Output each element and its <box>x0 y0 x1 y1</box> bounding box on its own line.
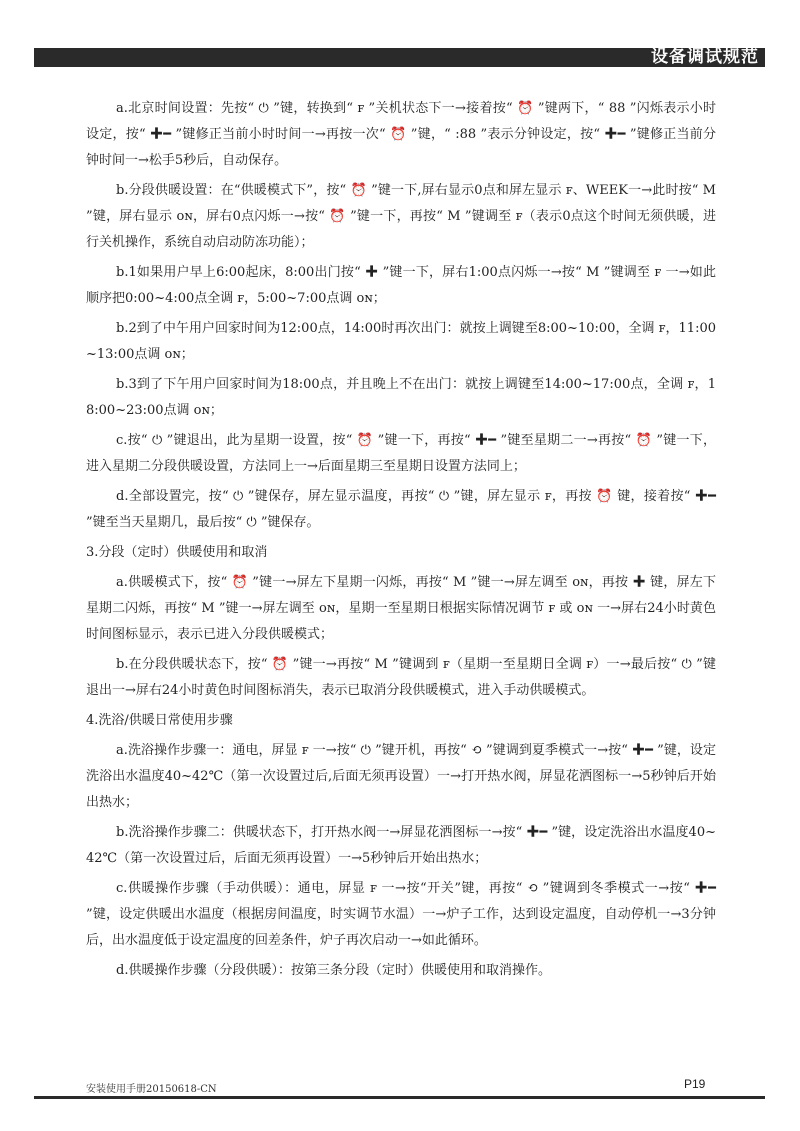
header-bar <box>34 48 765 67</box>
paragraph-beijing-time: a.北京时间设置：先按“ ⏻ ”键，转换到“ ꜰ ”关机状态下一→接着按“ ⏰ ”键两下，“ 88 ”闪烁表示小时设定，按“ ✚━ ”键修正当前小时时间一→再按一次“ ⏰ ”键，“ :88 ”表示分钟设定，按“ ✚━ ”键修正当前分钟时间一→松手5秒后，自动保存。 <box>86 101 716 168</box>
paragraph-3a: a.供暖模式下，按“ ⏰ ”键一→屏左下星期一闪烁，再按“ M ”键一→屏左调至 ᴏɴ，再按 ✚ 键，屏左下星期二闪烁，再按“ M ”键一→屏左调至 ᴏɴ，星期一至星期日根据实际情况调节 ꜰ 或 ᴏɴ 一→屏右24小时黄色时间图标显示，表示已进入分段供暖模式； <box>86 575 716 642</box>
footer-manual-id: 安装使用手册20150618-CN <box>86 1084 217 1095</box>
paragraph-4c: c.供暖操作步骤（手动供暖）：通电，屏显 ꜰ 一→按“开关”键，再按“ ⟲ ”键调到冬季模式一→按“ ✚━ ”键，设定供暖出水温度（根据房间温度，时实调节水温）一→炉子工作，达到设定温度，自动停机一→3分钟后，出水温度低于设定温度的回差条件，炉子再次启动一→如此循环。 <box>86 881 716 948</box>
paragraph-4d: d.供暖操作步骤（分段供暖）：按第三条分段（定时）供暖使用和取消操作。 <box>116 963 551 978</box>
paragraph-b3: b.3到了下午用户回家时间为18:00点，并且晚上不在出门：就按上调键至14:00~17:00点，全调 ꜰ，18:00~23:00点调 ᴏɴ； <box>86 377 716 418</box>
paragraph-3b: b.在分段供暖状态下，按“ ⏰ ”键一→再按“ M ”键调到 ꜰ（星期一至星期日全调 ꜰ）一→最后按“ ⏻ ”键退出一→屏右24小时黄色时间图标消失，表示已取消分段供暖模式，进入手动供暖模式。 <box>86 657 716 698</box>
paragraph-b2: b.2到了中午用户回家时间为12:00点，14:00时再次出门：就按上调键至8:00~10:00，全调 ꜰ，11:00~13:00点调 ᴏɴ； <box>86 321 716 362</box>
paragraph-4a: a.洗浴操作步骤一：通电，屏显 ꜰ 一→按“ ⏻ ”键开机，再按“ ⟲ ”键调到夏季模式一→按“ ✚━ ”键，设定洗浴出水温度40~42℃（第一次设置过后,后面无须再设置）一→打开热水阀，屏显花洒图标一→5秒钟后开始出热水； <box>86 743 716 810</box>
paragraph-4b: b.洗浴操作步骤二：供暖状态下，打开热水阀一→屏显花洒图标一→按“ ✚━ ”键，设定洗浴出水温度40~42℃（第一次设置过后，后面无须再设置）一→5秒钟后开始出热水； <box>86 825 716 866</box>
page-title: 设备调试规范 <box>651 47 759 67</box>
section-heading-4: 4.洗浴/供暖日常使用步骤 <box>86 713 233 728</box>
paragraph-d-save: d.全部设置完，按“ ⏻ ”键保存，屏左显示温度，再按“ ⏻ ”键，屏左显示 ꜰ，再按 ⏰ 键，接着按“ ✚━ ”键至当天星期几，最后按“ ⏻ ”键保存。 <box>86 489 716 530</box>
paragraph-b1: b.1如果用户早上6:00起床，8:00出门按“ ✚ ”键一下，屏右1:00点闪烁一→按“ M ”键调至 ꜰ 一→如此顺序把0:00~4:00点全调 ꜰ，5:00~7:00点调 ᴏɴ； <box>86 265 716 306</box>
footer-rule <box>34 1096 765 1099</box>
page-number: P19 <box>684 1077 706 1091</box>
paragraph-c-exit: c.按“ ⏻ ”键退出，此为星期一设置，按“ ⏰ ”键一下，再按“ ✚━ ”键至星期二一→再按“ ⏰ ”键一下，进入星期二分段供暖设置，方法同上一→后面星期三至星期日设置方法同上； <box>86 433 716 474</box>
section-heading-3: 3.分段（定时）供暖使用和取消 <box>86 545 268 560</box>
document-body <box>86 96 716 988</box>
paragraph-segment-heating: b.分段供暖设置：在“供暖模式下”，按“ ⏰ ”键一下,屏右显示0点和屏左显示 ꜰ、WEEK一→此时按“ M ”键，屏右显示 ᴏɴ，屏右0点闪烁一→按“ ⏰ ”键一下，再按“ M ”键调至 ꜰ（表示0点这个时间无须供暖，进行关机操作，系统自动启动防冻功能）； <box>86 183 716 250</box>
